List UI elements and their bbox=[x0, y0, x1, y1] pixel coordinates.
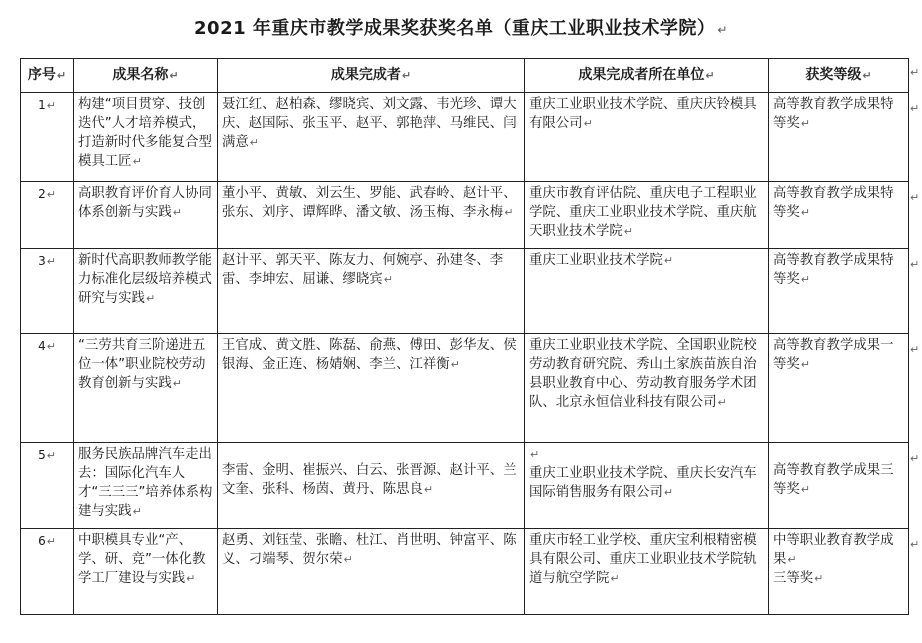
cell-index: 3↵ bbox=[21, 249, 74, 334]
cell-index: 1↵ bbox=[21, 93, 74, 182]
cell-level: 高等教育教学成果特等奖↵ bbox=[769, 93, 909, 182]
cell-units: 重庆工业职业技术学院、全国职业院校劳动教育研究院、秀山土家族苗族自治县职业教育中心、劳动教育服务学术团队、北京永恒信业科技有限公司↵ bbox=[525, 334, 769, 443]
cell-name: “三劳共育三阶递进五位一体”职业院校劳动教育创新与实践↵ bbox=[74, 334, 218, 443]
table-row bbox=[21, 334, 909, 443]
row-end-mark: ↵ bbox=[910, 258, 920, 271]
table-row bbox=[21, 249, 909, 334]
table-row bbox=[21, 443, 909, 529]
cell-name: 新时代高职教师教学能力标准化层级培养模式研究与实践↵ bbox=[74, 249, 218, 334]
row-end-mark: ↵ bbox=[910, 102, 920, 115]
row-end-mark: ↵ bbox=[910, 66, 920, 79]
cell-name: 构建“项目贯穿、技创迭代”人才培养模式，打造新时代多能复合型模具工匠↵ bbox=[74, 93, 218, 182]
cell-index: 6↵ bbox=[21, 529, 74, 615]
row-end-mark: ↵ bbox=[910, 343, 920, 356]
row-end-mark: ↵ bbox=[910, 191, 920, 204]
cell-authors: 赵勇、刘钰莹、张瞻、杜江、肖世明、钟富平、陈义、刁端琴、贺尔荣↵ bbox=[218, 529, 525, 615]
row-end-mark: ↵ bbox=[910, 452, 920, 465]
header-index: 序号↵ bbox=[21, 59, 74, 93]
page-title bbox=[0, 14, 922, 40]
paragraph-mark-icon: ↵ bbox=[717, 23, 728, 37]
cell-level: 高等教育教学成果特等奖↵ bbox=[769, 182, 909, 249]
cell-name: 服务民族品牌汽车走出去：国际化汽车人才“三三三”培养体系构建与实践↵ bbox=[74, 443, 218, 529]
table-header-row bbox=[21, 59, 909, 93]
cell-authors: 李雷、金明、崔振兴、白云、张晋源、赵计平、兰文奎、张科、杨茵、黄丹、陈思良↵ bbox=[218, 443, 525, 529]
cell-units: 重庆工业职业技术学院、重庆庆铃模具有限公司↵ bbox=[525, 93, 769, 182]
title-text: 2021 年重庆市教学成果奖获奖名单（重庆工业职业技术学院） bbox=[194, 18, 716, 39]
cell-authors: 王官成、黄文胜、陈磊、俞燕、傅田、彭华友、侯银海、金正连、杨婧娴、李兰、江祥衡↵ bbox=[218, 334, 525, 443]
cell-index: 5↵ bbox=[21, 443, 74, 529]
cell-authors: 聂江红、赵柏森、缪晓宾、刘文露、韦光珍、谭大庆、赵国际、张玉平、赵平、郭艳萍、马维民、闫满意↵ bbox=[218, 93, 525, 182]
cell-level: 高等教育教学成果一等奖↵ bbox=[769, 334, 909, 443]
header-authors: 成果完成者↵ bbox=[218, 59, 525, 93]
table-row bbox=[21, 93, 909, 182]
cell-name: 高职教育评价育人协同体系创新与实践↵ bbox=[74, 182, 218, 249]
header-level: 获奖等级↵ bbox=[769, 59, 909, 93]
cell-units: 重庆市教育评估院、重庆电子工程职业学院、重庆工业职业技术学院、重庆航天职业技术学院↵ bbox=[525, 182, 769, 249]
cell-level: 高等教育教学成果三等奖↵ bbox=[769, 443, 909, 529]
cell-units: 重庆市轻工业学校、重庆宝利根精密模具有限公司、重庆工业职业技术学院轨道与航空学院↵ bbox=[525, 529, 769, 615]
cell-level: 中等职业教育教学成果↵ 三等奖↵ bbox=[769, 529, 909, 615]
cell-index: 2↵ bbox=[21, 182, 74, 249]
cell-index: 4↵ bbox=[21, 334, 74, 443]
table-row bbox=[21, 529, 909, 615]
row-end-mark: ↵ bbox=[910, 538, 920, 551]
table-row bbox=[21, 182, 909, 249]
cell-units: 重庆工业职业技术学院↵ bbox=[525, 249, 769, 334]
awards-table bbox=[20, 58, 909, 615]
header-name: 成果名称↵ bbox=[74, 59, 218, 93]
header-units: 成果完成者所在单位↵ bbox=[525, 59, 769, 93]
cell-authors: 董小平、黄敏、刘云生、罗能、武春岭、赵计平、张东、刘序、谭辉晔、潘文敏、汤玉梅、李永梅↵ bbox=[218, 182, 525, 249]
cell-units: ↵ 重庆工业职业技术学院、重庆长安汽车国际销售服务有限公司↵ bbox=[525, 443, 769, 529]
cell-authors: 赵计平、郭天平、陈友力、何婉亭、孙建冬、李雷、李坤宏、屈谦、缪晓宾↵ bbox=[218, 249, 525, 334]
cell-level: 高等教育教学成果特等奖↵ bbox=[769, 249, 909, 334]
cell-name: 中职模具专业“产、学、研、竞”一体化教学工厂建设与实践↵ bbox=[74, 529, 218, 615]
